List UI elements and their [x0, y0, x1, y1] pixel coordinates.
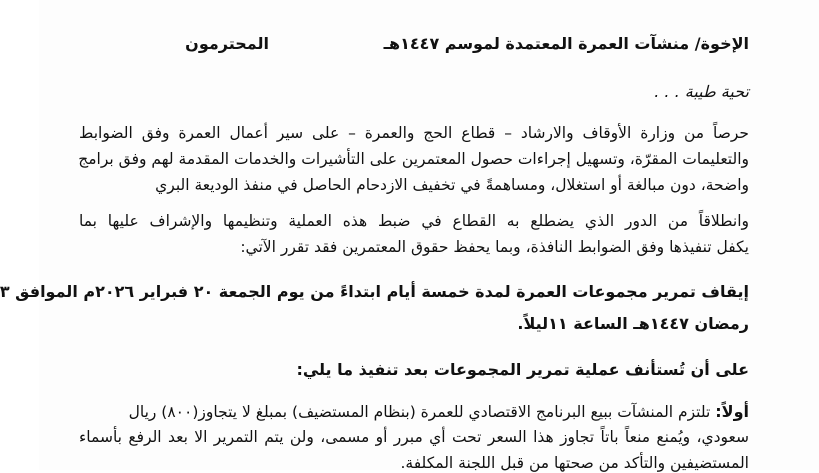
paragraph-1-line-1: حرصاً من وزارة الأوقاف والارشاد – قطاع الحج والعمرة – على سير أعمال العمرة وفق الضوابط [79, 124, 749, 142]
paragraph-1-line-3: واضحة، دون مبالغة أو استغلال، ومساهمةً في تخفيف الازدحام الحاصل في منفذ الوديعة البري [155, 176, 749, 194]
paragraph-2-line-1: وانطلاقاً من الدور الذي يضطلع به القطاع في ضبط هذه العملية وتنظيمها والإشراف عليها بما [79, 212, 749, 230]
first-item-label: أولاً: [715, 402, 749, 421]
first-item-line-3: المستضيفين والتأكد من صحتها من قبل اللجنة المكلفة. [400, 454, 749, 472]
recipient-line: الإخوة/ منشآت العمرة المعتمدة لموسم ١٤٤٧هـ [383, 34, 749, 53]
honorific: المحترمون [185, 34, 269, 53]
condition-line: على أن تُستأنف عملية تمرير المجموعات بعد تنفيذ ما يلي: [296, 360, 749, 379]
first-item-line-1 [79, 402, 749, 422]
first-item-line-2: سعودي، ويُمنع منعاً باتاً تجاوز هذا السعر تحت أي مبرر أو مسمى، ولن يتم التمرير الا بعد الرفع بأسماء [79, 428, 749, 446]
paragraph-1-line-2: والتعليمات المقرّة، وتسهيل إجراءات حصول المعتمرين على التأشيرات والخدمات المقدمة لهم وفق برامج [78, 150, 749, 168]
greeting: تحية طيبة . . . [654, 82, 749, 101]
first-item-text: تلتزم المنشآت ببيع البرنامج الاقتصادي للعمرة (بنظام المستضيف) بمبلغ لا يتجاوز(٨٠٠) ريال [128, 403, 711, 421]
letter-header [79, 34, 749, 58]
decision-line-2: رمضان ١٤٤٧هـ الساعة ١١ليلاً. [517, 314, 749, 333]
paragraph-2-line-2: يكفل تنفيذها وفق الضوابط النافذة، وبما يحفظ حقوق المعتمرين فقد تقرر الآتي: [240, 238, 749, 256]
decision-line-1: إيقاف تمرير مجموعات العمرة لمدة خمسة أيام ابتداءً من يوم الجمعة ٢٠ فبراير ٢٠٢٦م الموافق ٣ [0, 282, 749, 301]
